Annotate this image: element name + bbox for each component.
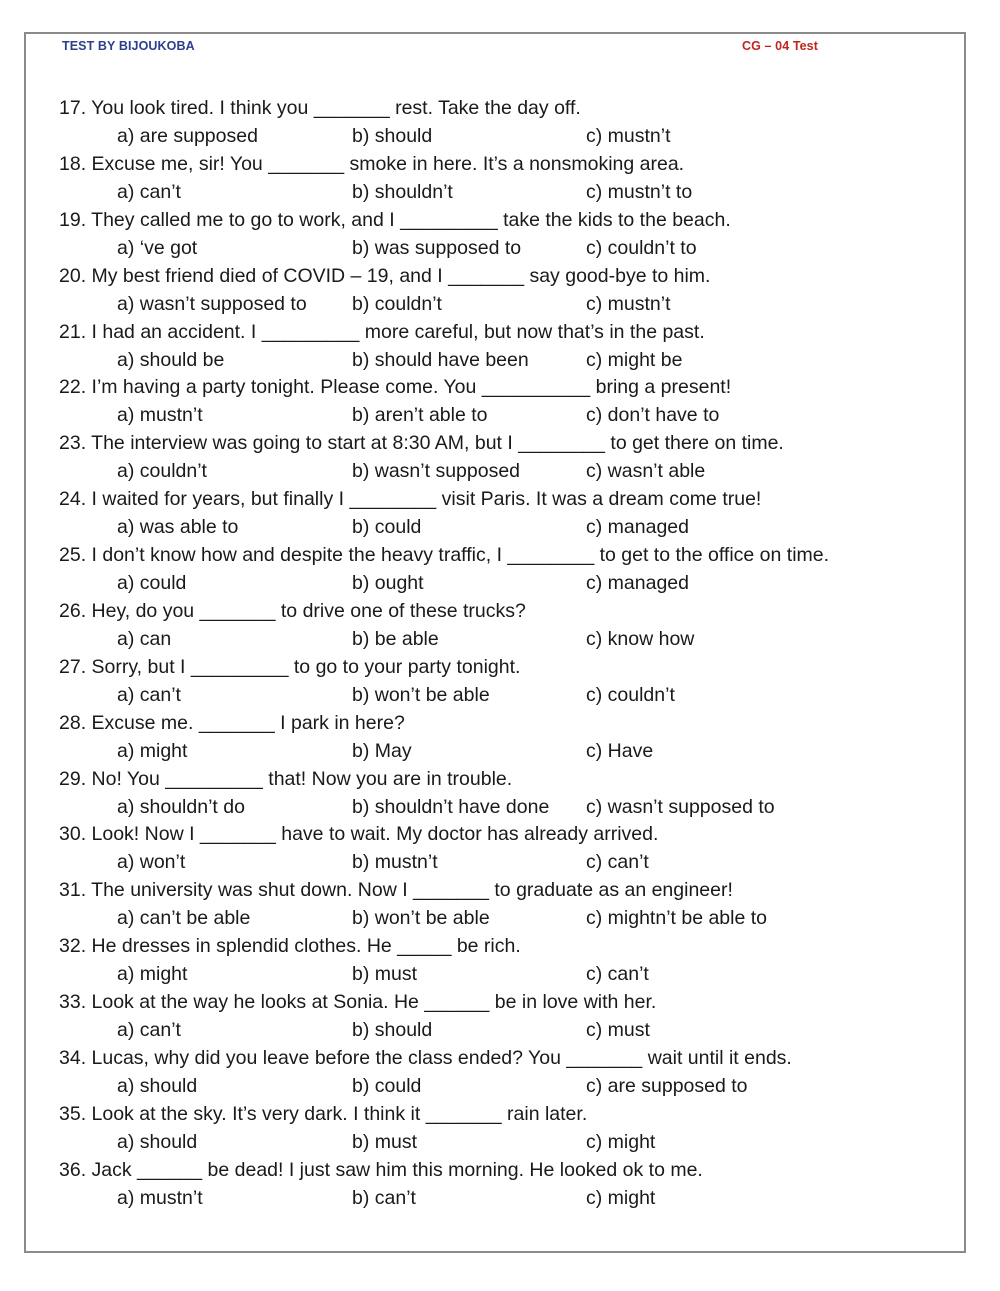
question-item [59,988,959,1044]
answer-options [59,569,959,597]
option-c: c) might [586,1130,656,1153]
option-b: b) was supposed to [352,236,522,259]
option-a: a) could [117,572,187,594]
answer-options [59,290,959,318]
question-stem: 22. I’m having a party tonight. Please come. You __________ bring a present! [59,376,732,399]
question-item [59,1156,959,1212]
answer-options [59,960,959,988]
answer-options [59,848,959,876]
option-a: a) should [117,1074,198,1097]
option-b: b) should [352,1019,433,1041]
question-item [59,541,959,597]
question-stem: 34. Lucas, why did you leave before the class ended? You _______ wait until it ends. [59,1046,792,1069]
question-item [59,429,959,485]
question-stem: 24. I waited for years, but finally I ________ visit Paris. It was a dream come true! [59,488,762,511]
option-a: a) can [117,627,172,650]
option-c: c) can’t [586,963,649,986]
option-b: b) must [352,1130,418,1153]
question-item [59,932,959,988]
option-b: b) could [352,516,422,539]
option-c: c) don’t have to [586,404,720,427]
option-c: c) are supposed to [586,1074,748,1097]
option-a: a) was able to [117,516,239,539]
question-item [59,262,959,318]
option-a: a) can’t [117,683,181,706]
answer-options [59,1128,959,1156]
header-test-code: CG – 04 Test [742,39,818,53]
option-b: b) couldn’t [352,292,442,315]
question-stem: 28. Excuse me. _______ I park in here? [59,711,405,734]
question-item [59,94,959,150]
option-c: c) couldn’t to [586,236,697,259]
question-stem: 30. Look! Now I _______ have to wait. My doctor has already arrived. [59,823,659,846]
question-item [59,318,959,374]
answer-options [59,737,959,765]
option-a: a) ‘ve got [117,236,198,259]
answer-options [59,178,959,206]
option-a: a) won’t [117,851,186,874]
answer-options [59,1072,959,1100]
option-c: c) wasn’t supposed to [586,795,775,818]
option-b: b) May [352,739,412,762]
answer-options [59,904,959,932]
option-a: a) mustn’t [117,404,203,427]
question-stem: 25. I don’t know how and despite the heavy traffic, I ________ to get to the office on time. [59,544,830,566]
question-item [59,876,959,932]
option-a: a) should [117,1130,198,1153]
option-b: b) should [352,125,433,147]
option-b: b) must [352,963,418,986]
question-stem: 33. Look at the way he looks at Sonia. He ______ be in love with her. [59,991,657,1013]
option-a: a) are supposed [117,125,258,147]
option-c: c) must [586,1019,650,1041]
option-c: c) Have [586,739,654,762]
option-b: b) won’t be able [352,907,490,930]
question-stem: 26. Hey, do you _______ to drive one of these trucks? [59,599,526,622]
option-b: b) can’t [352,1186,416,1209]
answer-options [59,401,959,429]
answer-options [59,793,959,821]
question-stem: 17. You look tired. I think you _______ rest. Take the day off. [59,97,581,119]
question-stem: 31. The university was shut down. Now I _______ to graduate as an engineer! [59,879,733,902]
option-a: a) can’t be able [117,907,251,930]
option-c: c) can’t [586,851,649,874]
question-stem: 27. Sorry, but I _________ to go to your party tonight. [59,655,521,678]
answer-options [59,1184,959,1212]
option-c: c) managed [586,572,689,594]
question-stem: 23. The interview was going to start at 8:30 AM, but I ________ to get there on time. [59,432,784,455]
question-stem: 20. My best friend died of COVID – 19, and I _______ say good-bye to him. [59,264,711,287]
question-item [59,373,959,429]
option-b: b) mustn’t [352,851,438,874]
question-item [59,765,959,821]
answer-options [59,625,959,653]
question-item [59,206,959,262]
answer-options [59,122,959,150]
answer-options [59,513,959,541]
option-b: b) wasn’t supposed [352,460,521,483]
option-a: a) wasn’t supposed to [117,292,307,315]
option-b: b) shouldn’t have done [352,795,550,818]
option-a: a) might [117,739,188,762]
question-stem: 19. They called me to go to work, and I _________ take the kids to the beach. [59,208,731,231]
option-c: c) mustn’t [586,125,671,147]
option-c: c) couldn’t [586,683,675,706]
question-stem: 32. He dresses in splendid clothes. He _____ be rich. [59,935,521,958]
question-list [59,94,959,1212]
option-b: b) shouldn’t [352,180,453,203]
option-c: c) mightn’t be able to [586,907,768,930]
option-c: c) mustn’t [586,292,671,315]
question-item [59,1100,959,1156]
question-item [59,709,959,765]
question-item [59,150,959,206]
question-stem: 21. I had an accident. I _________ more careful, but now that’s in the past. [59,320,705,343]
option-c: c) know how [586,627,695,650]
answer-options [59,1016,959,1044]
option-c: c) might [586,1186,656,1209]
question-item [59,1044,959,1100]
option-a: a) can’t [117,180,181,203]
question-item [59,820,959,876]
question-item [59,653,959,709]
header-author: TEST BY BIJOUKOBA [62,39,195,53]
option-b: b) could [352,1074,422,1097]
option-b: b) aren’t able to [352,404,488,427]
option-a: a) shouldn’t do [117,795,245,818]
question-stem: 18. Excuse me, sir! You _______ smoke in here. It’s a nonsmoking area. [59,152,685,175]
option-a: a) can’t [117,1019,181,1041]
answer-options [59,346,959,374]
question-stem: 35. Look at the sky. It’s very dark. I think it _______ rain later. [59,1102,588,1125]
question-stem: 29. No! You _________ that! Now you are in trouble. [59,767,513,790]
option-b: b) should have been [352,348,529,371]
option-a: a) might [117,963,188,986]
question-stem: 36. Jack ______ be dead! I just saw him this morning. He looked ok to me. [59,1158,703,1181]
option-c: c) might be [586,348,683,371]
option-a: a) couldn’t [117,460,207,483]
answer-options [59,234,959,262]
answer-options [59,457,959,485]
option-c: c) wasn’t able [586,460,706,483]
option-a: a) should be [117,348,225,371]
question-item [59,485,959,541]
option-c: c) managed [586,516,689,539]
question-item [59,597,959,653]
answer-options [59,681,959,709]
option-c: c) mustn’t to [586,180,693,203]
option-b: b) be able [352,627,439,650]
option-b: b) ought [352,572,424,594]
option-b: b) won’t be able [352,683,490,706]
option-a: a) mustn’t [117,1186,203,1209]
